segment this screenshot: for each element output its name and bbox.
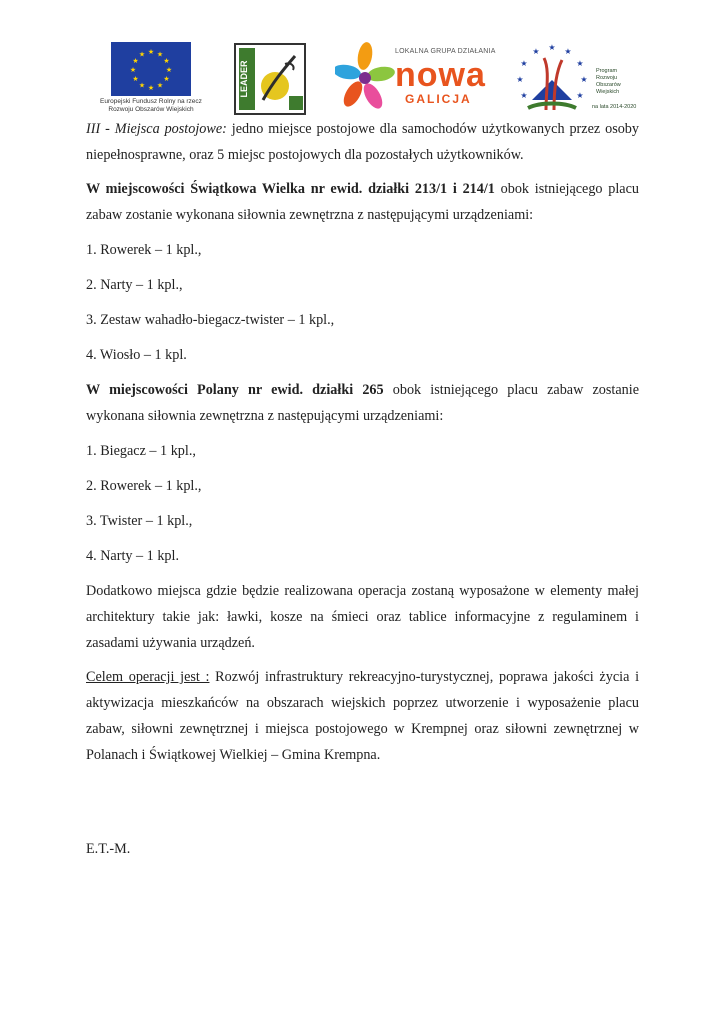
svg-text:★: ★	[156, 81, 164, 90]
paragraph-swiatkowa	[86, 176, 639, 228]
list-item: 4. Narty – 1 kpl.	[86, 548, 179, 564]
svg-text:★: ★	[138, 81, 146, 90]
svg-text:★: ★	[516, 75, 524, 84]
goal-text: Rozwój infrastruktury rekreacyjno-turystycznej, poprawa jakości życia i aktywizacja mieszkańców na obszarach wiejskich poprzez utworzenie i wyposażenie placu zabaw, siłowni zewnętrznej i miejsca postojowego w Krempnej oraz siłowni zewnętrznej w Polanach i Świątkowej Wielkiej – Gmina Krempna.	[86, 669, 640, 763]
list-item: 4. Wiosło – 1 kpl.	[86, 347, 187, 363]
svg-text:★: ★	[147, 84, 155, 92]
parking-text: jedno miejsce postojowe dla samochodów użytkowanych przez osoby niepełnosprawne, oraz 5 miejsc postojowych dla pozostałych użytkowników.	[86, 121, 639, 163]
eu-caption: Europejski Fundusz Rolny na rzecz Rozwoju Obszarów Wiejskich	[100, 98, 202, 113]
eu-flag-logo	[96, 42, 206, 114]
prow-text: Program Rozwoju Obszarów Wiejskich	[596, 68, 621, 95]
swiatkowa-text: obok istniejącego placu zabaw zostanie wykonana siłownia zewnętrzna z następującymi urządzeniami:	[86, 181, 639, 223]
lgd-nowa-galicja-logo	[335, 40, 495, 116]
svg-text:★: ★	[138, 50, 146, 59]
lgd-word: nowa	[395, 56, 486, 94]
prow-logo	[510, 40, 640, 118]
leader-text: LEADER	[239, 60, 249, 98]
list-item: 1. Biegacz – 1 kpl.,	[86, 443, 196, 459]
polany-text: obok istniejącego placu zabaw zostanie wykonana siłownia zewnętrzna z następującymi urządzeniami:	[86, 382, 639, 424]
list-item: 3. Zestaw wahadło-biegacz-twister – 1 kpl.,	[86, 312, 335, 328]
goal-heading: Celem operacji jest :	[86, 669, 210, 685]
swiatkowa-heading: W miejscowości Świątkowa Wielka nr ewid. działki 213/1 i 214/1	[86, 181, 495, 197]
svg-text:★: ★	[520, 59, 528, 68]
svg-text:★: ★	[165, 66, 173, 74]
svg-text:★: ★	[147, 48, 155, 56]
svg-text:★: ★	[163, 75, 170, 83]
eu-flag-icon	[111, 42, 191, 96]
paragraph-polany	[86, 377, 639, 429]
svg-text:★: ★	[576, 91, 584, 100]
svg-text:★: ★	[129, 66, 137, 74]
prow-years: na lata 2014-2020	[592, 104, 637, 110]
leader-logo	[233, 42, 307, 116]
svg-text:★: ★	[580, 75, 588, 84]
svg-text:★: ★	[520, 91, 528, 100]
polany-heading: W miejscowości Polany nr ewid. działki 265	[86, 382, 384, 398]
svg-text:★: ★	[576, 59, 584, 68]
list-item: 3. Twister – 1 kpl.,	[86, 513, 193, 529]
lgd-sub: GALICJA	[405, 92, 472, 106]
svg-text:★: ★	[132, 75, 139, 83]
svg-text:★: ★	[156, 50, 164, 59]
svg-text:★: ★	[163, 57, 170, 65]
svg-text:★: ★	[564, 47, 572, 56]
paragraph-additional: Dodatkowo miejsca gdzie będzie realizowana operacja zostaną wyposażone w elementy małej architektury takie jak: ławki, kosze na śmieci oraz tablice informacyjne z regulaminem i zasadami używania urządzeń.	[86, 583, 639, 651]
list-item: 1. Rowerek – 1 kpl.,	[86, 242, 202, 258]
paragraph-parking	[86, 116, 639, 168]
document-body	[86, 116, 639, 768]
list-item: 2. Rowerek – 1 kpl.,	[86, 478, 202, 494]
header-logos	[0, 38, 724, 118]
list-item: 2. Narty – 1 kpl.,	[86, 277, 183, 293]
signature: E.T.-M.	[86, 841, 131, 857]
lgd-top-text: LOKALNA GRUPA DZIAŁANIA	[395, 48, 496, 55]
svg-text:★: ★	[132, 57, 139, 65]
svg-text:★: ★	[532, 47, 540, 56]
svg-text:★: ★	[548, 43, 556, 52]
prow-emblem-icon	[510, 40, 594, 118]
parking-heading: III - Miejsca postojowe:	[86, 121, 227, 137]
flower-icon	[335, 40, 395, 116]
paragraph-goal	[86, 664, 639, 768]
